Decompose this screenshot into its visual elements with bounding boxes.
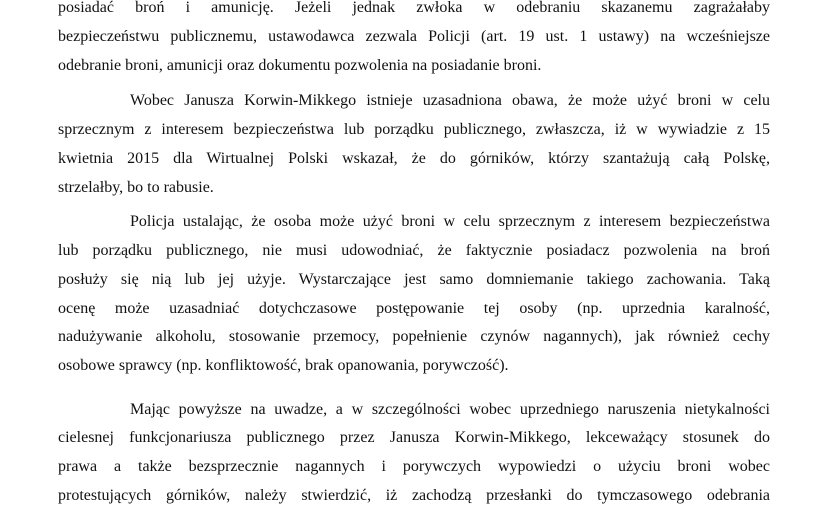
paragraph-line: bezpieczeństwu publicznemu, ustawodawca zezwala Policji (art. 19 ust. 1 ustawy) na wcześniejsze <box>58 28 770 45</box>
paragraph-line: Wobec Janusza Korwin-Mikkego istnieje uzasadniona obawa, że może użyć broni w celu <box>130 92 770 109</box>
paragraph-line: osobowe sprawcy (np. konfliktowość, brak opanowania, porywczość). <box>58 357 509 374</box>
paragraph-line: sprzecznym z interesem bezpieczeństwa lub porządku publicznego, zwłaszcza, iż w wywiadzie z 15 <box>58 121 770 138</box>
paragraph-line: kwietnia 2015 dla Wirtualnej Polski wskazał, że do górników, którzy szantażują całą Polskę, <box>58 150 770 167</box>
paragraph-line: posłuży się nią lub jej użyje. Wystarczające jest samo domniemanie takiego zachowania. Taką <box>58 271 770 288</box>
paragraph-line: cielesnej funkcjonariusza publicznego przez Janusza Korwin-Mikkego, lekceważący stosunek do <box>58 429 770 446</box>
paragraph-line: lub porządku publicznego, nie musi udowodniać, że faktycznie posiadacz pozwolenia na broń <box>58 242 770 259</box>
paragraph-line: nadużywanie alkoholu, stosowanie przemocy, popełnienie czynów nagannych), jak również cechy <box>58 328 770 345</box>
paragraph-line: posiadać broń i amunicję. Jeżeli jednak zwłoka w odebraniu skazanemu zagrażałaby <box>58 0 770 16</box>
paragraph-line: odebranie broni, amunicji oraz dokumentu pozwolenia na posiadanie broni. <box>58 57 542 74</box>
paragraph-line: strzelałby, bo to rabusie. <box>58 179 214 196</box>
paragraph-line: Policja ustalając, że osoba może użyć broni w celu sprzecznym z interesem bezpieczeństwa <box>130 213 770 230</box>
paragraph-line: ocenę może uzasadniać dotychczasowe postępowanie tej osoby (np. uprzednia karalność, <box>58 300 770 317</box>
paragraph-line: protestujących górników, należy stwierdzić, iż zachodzą przesłanki do tymczasowego odebrania <box>58 487 770 504</box>
paragraph-line: prawa a także bezsprzecznie nagannych i porywczych wypowiedzi o użyciu broni wobec <box>58 458 770 475</box>
paragraph-line: Mając powyższe na uwadze, a w szczególności wobec uprzedniego naruszenia nietykalności <box>130 401 770 418</box>
